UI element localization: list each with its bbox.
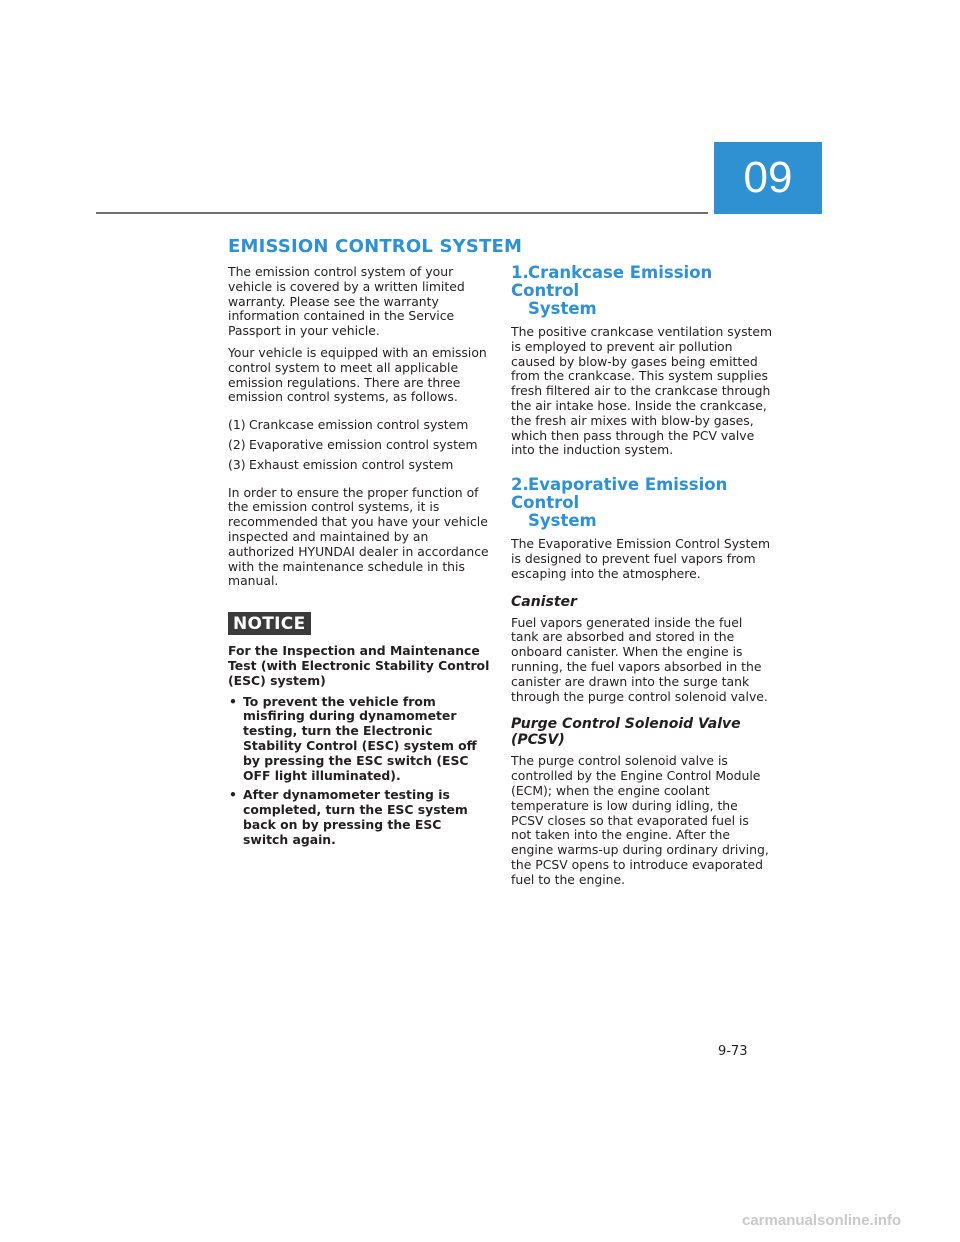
heading-line: Evaporative Emission Control: [511, 475, 728, 513]
list-item-text: Exhaust emission control system: [249, 456, 454, 472]
list-item: [228, 438, 490, 453]
notice-badge: NOTICE: [228, 612, 311, 635]
systems-list: [228, 418, 490, 472]
notice-bullet-text: To prevent the vehicle from misfiring during dynamometer testing, turn the Electronic Stability Control (ESC) system off by pressing the ESC switch (ESC OFF light illuminated).: [243, 693, 477, 783]
evaporative-body: The Evaporative Emission Control System is designed to prevent fuel vapors from escaping into the atmosphere.: [511, 536, 771, 581]
watermark: carmanualsonline.info: [742, 1212, 902, 1229]
header-rule: [96, 212, 708, 214]
bullet-icon: •: [229, 693, 237, 709]
canister-heading: Canister: [511, 593, 577, 610]
notice-list: [228, 695, 490, 848]
canister-body: Fuel vapors generated inside the fuel tank are absorbed and stored in the onboard canister. When the engine is running, the fuel vapors absorbed in the canister are drawn into the surge tank through the purge control solenoid valve.: [511, 614, 768, 704]
list-item-number: (3): [228, 456, 246, 472]
heading-line: Crankcase Emission Control: [511, 263, 713, 300]
heading-line: System: [528, 511, 597, 531]
heading-number: 2.: [511, 475, 529, 495]
list-item-number: (2): [228, 436, 246, 452]
list-item: [228, 788, 490, 847]
section-title: EMISSION CONTROL SYSTEM: [228, 236, 523, 257]
maintenance-paragraph: In order to ensure the proper function of the emission control systems, it is recommended that you have your vehicle inspected and maintained by an authorized HYUNDAI dealer in accordance with the maintenance schedule in this manual.: [228, 484, 489, 589]
crankcase-heading: [511, 264, 773, 318]
list-item-text: Crankcase emission control system: [249, 417, 469, 433]
list-item: [228, 418, 490, 433]
evaporative-heading: [511, 476, 773, 530]
heading-line: System: [528, 299, 597, 318]
pcsv-heading: Purge Control Solenoid Valve (PCSV): [511, 716, 741, 749]
chapter-tab: 09: [714, 142, 822, 214]
left-column: [228, 236, 523, 853]
notice-bullet-text: After dynamometer testing is completed, turn the ESC system back on by pressing the ESC switch again.: [243, 787, 468, 847]
heading-number: 1.: [511, 263, 529, 282]
list-item: [228, 458, 490, 473]
bullet-icon: •: [229, 787, 237, 803]
list-item-number: (1): [228, 417, 246, 433]
crankcase-body: The positive crankcase ventilation system is employed to prevent air pollution caused by blow-by gases being emitted from the crankcase. This system supplies fresh filtered air to the crankcase through the air intake hose. Inside the crankcase, the fresh air mixes with blow-by gases, which then pass through the PCV valve into the induction system.: [511, 324, 773, 458]
list-item: [228, 695, 490, 784]
page-number: 9-73: [718, 1044, 748, 1059]
notice-heading: For the Inspection and Maintenance Test (with Electronic Stability Control (ESC) system): [228, 643, 490, 688]
intro-paragraph: The emission control system of your vehicle is covered by a written limited warranty. Please see the warranty information contained in the Service Passport in your vehicle.: [228, 264, 465, 339]
right-column: [511, 264, 773, 895]
list-item-text: Evaporative emission control system: [249, 436, 478, 452]
pcsv-body: The purge control solenoid valve is controlled by the Engine Control Module (ECM); when the engine coolant temperature is low during idling, the PCSV closes so that evaporated fuel is not taken into the engine. After the engine warms-up during ordinary driving, the PCSV opens to introduce evaporated fuel to the engine.: [511, 753, 769, 887]
systems-paragraph: Your vehicle is equipped with an emission control system to meet all applicable emission regulations. There are three emission control systems, as follows.: [228, 344, 487, 405]
